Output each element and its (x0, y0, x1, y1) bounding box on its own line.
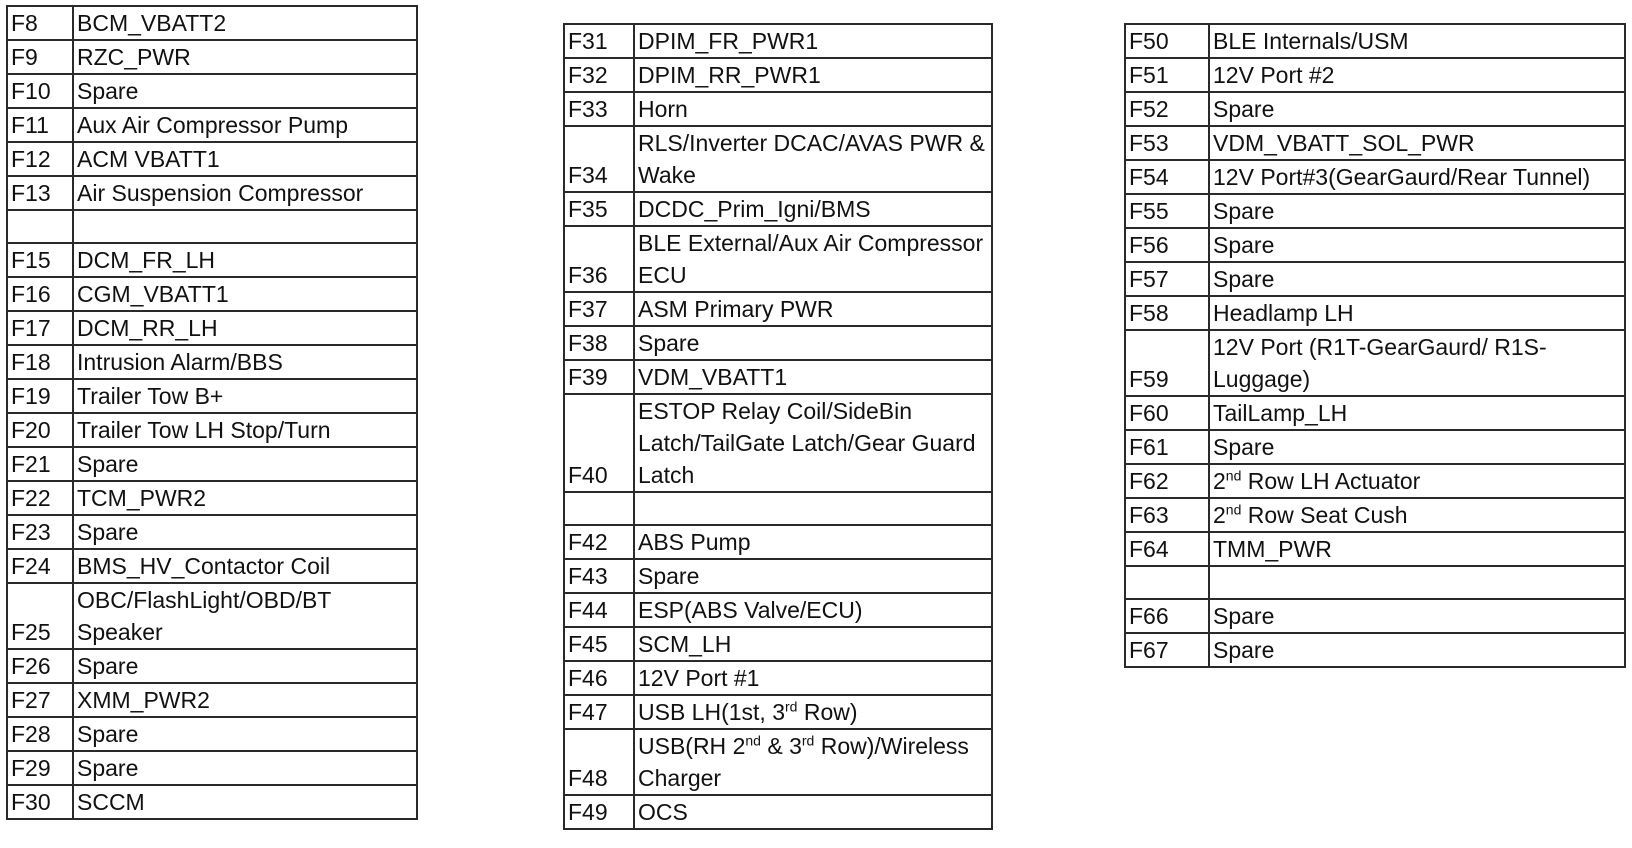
fuse-row (564, 627, 992, 661)
fuse-id: F33 (564, 92, 634, 126)
fuse-id: F20 (7, 413, 73, 447)
fuse-id: F62 (1125, 464, 1209, 498)
fuse-id: F64 (1125, 532, 1209, 566)
fuse-description: ABS Pump (634, 525, 992, 559)
fuse-description: TMM_PWR (1209, 532, 1625, 566)
fuse-row (564, 559, 992, 593)
fuse-description: BLE External/Aux Air Compressor ECU (634, 226, 992, 292)
fuse-description: Spare (1209, 228, 1625, 262)
fuse-id: F28 (7, 717, 73, 751)
fuse-table-middle (563, 23, 993, 830)
fuse-id: F23 (7, 515, 73, 549)
fuse-row (7, 40, 417, 74)
fuse-row (564, 126, 992, 192)
fuse-row (7, 683, 417, 717)
fuse-id: F60 (1125, 396, 1209, 430)
fuse-description: RZC_PWR (73, 40, 417, 74)
fuse-id: F36 (564, 226, 634, 292)
fuse-description: USB(RH 2nd & 3rd Row)/Wireless Charger (634, 729, 992, 795)
fuse-description: OCS (634, 795, 992, 829)
fuse-id: F18 (7, 345, 73, 379)
fuse-description: Spare (1209, 92, 1625, 126)
fuse-id: F29 (7, 751, 73, 785)
fuse-id (564, 492, 634, 525)
fuse-description: Spare (73, 515, 417, 549)
fuse-row (7, 277, 417, 311)
fuse-description: Trailer Tow LH Stop/Turn (73, 413, 417, 447)
fuse-id: F27 (7, 683, 73, 717)
fuse-description: Horn (634, 92, 992, 126)
fuse-id: F46 (564, 661, 634, 695)
fuse-description: Spare (73, 751, 417, 785)
fuse-description: Spare (1209, 430, 1625, 464)
fuse-id: F50 (1125, 24, 1209, 58)
fuse-row (1125, 58, 1625, 92)
fuse-row (7, 108, 417, 142)
fuse-description: ESTOP Relay Coil/SideBin Latch/TailGate Latch/Gear Guard Latch (634, 394, 992, 492)
fuse-description: ACM VBATT1 (73, 142, 417, 176)
fuse-description: DCM_FR_LH (73, 243, 417, 277)
fuse-row (7, 379, 417, 413)
fuse-row (564, 292, 992, 326)
fuse-row (564, 593, 992, 627)
fuse-id: F12 (7, 142, 73, 176)
fuse-id: F17 (7, 311, 73, 345)
fuse-row (7, 6, 417, 40)
fuse-description: USB LH(1st, 3rd Row) (634, 695, 992, 729)
fuse-row (1125, 296, 1625, 330)
fuse-id: F44 (564, 593, 634, 627)
fuse-id: F56 (1125, 228, 1209, 262)
fuse-row (7, 345, 417, 379)
fuse-row (1125, 262, 1625, 296)
fuse-id: F42 (564, 525, 634, 559)
fuse-id: F10 (7, 74, 73, 108)
fuse-id: F61 (1125, 430, 1209, 464)
fuse-description: TailLamp_LH (1209, 396, 1625, 430)
fuse-id: F66 (1125, 599, 1209, 633)
fuse-row (7, 311, 417, 345)
fuse-row (7, 515, 417, 549)
fuse-description: Spare (73, 447, 417, 481)
fuse-description: DCM_RR_LH (73, 311, 417, 345)
fuse-description: Spare (73, 74, 417, 108)
fuse-description: DPIM_FR_PWR1 (634, 24, 992, 58)
fuse-description (634, 492, 992, 525)
fuse-id: F54 (1125, 160, 1209, 194)
fuse-id: F34 (564, 126, 634, 192)
fuse-id: F25 (7, 583, 73, 649)
fuse-id: F22 (7, 481, 73, 515)
fuse-id: F37 (564, 292, 634, 326)
fuse-row (1125, 194, 1625, 228)
fuse-description: 12V Port #1 (634, 661, 992, 695)
fuse-description: Aux Air Compressor Pump (73, 108, 417, 142)
fuse-row (564, 92, 992, 126)
fuse-row (1125, 633, 1625, 667)
fuse-description: TCM_PWR2 (73, 481, 417, 515)
fuse-description: 2nd Row LH Actuator (1209, 464, 1625, 498)
fuse-id: F15 (7, 243, 73, 277)
fuse-row (1125, 430, 1625, 464)
fuse-id: F67 (1125, 633, 1209, 667)
fuse-description: Headlamp LH (1209, 296, 1625, 330)
fuse-table-right (1124, 23, 1626, 668)
fuse-row (7, 176, 417, 210)
fuse-row (7, 481, 417, 515)
fuse-row (7, 142, 417, 176)
fuse-id: F57 (1125, 262, 1209, 296)
fuse-table-left (6, 5, 418, 820)
fuse-id: F8 (7, 6, 73, 40)
fuse-id: F39 (564, 360, 634, 394)
fuse-description: Spare (1209, 262, 1625, 296)
fuse-row (564, 394, 992, 492)
fuse-id: F55 (1125, 194, 1209, 228)
fuse-description: BCM_VBATT2 (73, 6, 417, 40)
fuse-id (1125, 566, 1209, 599)
fuse-row (1125, 464, 1625, 498)
fuse-description: CGM_VBATT1 (73, 277, 417, 311)
fuse-row (1125, 566, 1625, 599)
fuse-id: F38 (564, 326, 634, 360)
fuse-row (1125, 24, 1625, 58)
fuse-row (7, 549, 417, 583)
fuse-description: 12V Port#3(GearGaurd/Rear Tunnel) (1209, 160, 1625, 194)
fuse-row (564, 525, 992, 559)
fuse-id: F58 (1125, 296, 1209, 330)
fuse-id: F31 (564, 24, 634, 58)
fuse-id: F43 (564, 559, 634, 593)
fuse-description: DPIM_RR_PWR1 (634, 58, 992, 92)
fuse-id: F53 (1125, 126, 1209, 160)
fuse-description: Spare (634, 326, 992, 360)
fuse-id: F24 (7, 549, 73, 583)
fuse-id: F35 (564, 192, 634, 226)
fuse-row (564, 729, 992, 795)
fuse-id: F32 (564, 58, 634, 92)
fuse-id: F49 (564, 795, 634, 829)
fuse-id: F45 (564, 627, 634, 661)
fuse-description: ASM Primary PWR (634, 292, 992, 326)
fuse-row (564, 24, 992, 58)
fuse-row (564, 360, 992, 394)
fuse-id: F51 (1125, 58, 1209, 92)
fuse-id: F52 (1125, 92, 1209, 126)
fuse-description: Air Suspension Compressor (73, 176, 417, 210)
fuse-id: F13 (7, 176, 73, 210)
fuse-id: F63 (1125, 498, 1209, 532)
fuse-row (7, 751, 417, 785)
fuse-id: F9 (7, 40, 73, 74)
fuse-description: VDM_VBATT1 (634, 360, 992, 394)
fuse-row (1125, 160, 1625, 194)
fuse-description: BMS_HV_Contactor Coil (73, 549, 417, 583)
fuse-description: OBC/FlashLight/OBD/BT Speaker (73, 583, 417, 649)
fuse-row (7, 413, 417, 447)
fuse-description: ESP(ABS Valve/ECU) (634, 593, 992, 627)
fuse-id: F59 (1125, 330, 1209, 396)
fuse-row (7, 717, 417, 751)
fuse-id: F16 (7, 277, 73, 311)
fuse-row (1125, 532, 1625, 566)
fuse-row (564, 326, 992, 360)
fuse-row (7, 74, 417, 108)
fuse-description: BLE Internals/USM (1209, 24, 1625, 58)
fuse-row (7, 785, 417, 819)
fuse-id (7, 210, 73, 243)
fuse-description: Intrusion Alarm/BBS (73, 345, 417, 379)
fuse-description: Trailer Tow B+ (73, 379, 417, 413)
fuse-row (1125, 396, 1625, 430)
fuse-id: F11 (7, 108, 73, 142)
fuse-description: DCDC_Prim_Igni/BMS (634, 192, 992, 226)
fuse-row (564, 661, 992, 695)
fuse-row (564, 192, 992, 226)
fuse-row (1125, 92, 1625, 126)
fuse-row (7, 210, 417, 243)
fuse-description: Spare (73, 649, 417, 683)
fuse-description: SCM_LH (634, 627, 992, 661)
fuse-description: XMM_PWR2 (73, 683, 417, 717)
fuse-description: SCCM (73, 785, 417, 819)
fuse-description: Spare (1209, 194, 1625, 228)
fuse-row (1125, 498, 1625, 532)
fuse-row (1125, 330, 1625, 396)
fuse-description: 12V Port #2 (1209, 58, 1625, 92)
fuse-description: Spare (1209, 599, 1625, 633)
fuse-row (564, 795, 992, 829)
fuse-description (1209, 566, 1625, 599)
fuse-description: VDM_VBATT_SOL_PWR (1209, 126, 1625, 160)
fuse-description: Spare (634, 559, 992, 593)
fuse-row (7, 243, 417, 277)
fuse-description: 2nd Row Seat Cush (1209, 498, 1625, 532)
fuse-description: Spare (1209, 633, 1625, 667)
fuse-description: 12V Port (R1T-GearGaurd/ R1S-Luggage) (1209, 330, 1625, 396)
fuse-row (7, 583, 417, 649)
fuse-id: F30 (7, 785, 73, 819)
fuse-row (564, 492, 992, 525)
fuse-row (564, 695, 992, 729)
fuse-row (1125, 228, 1625, 262)
fuse-row (564, 58, 992, 92)
fuse-row (7, 649, 417, 683)
fuse-id: F21 (7, 447, 73, 481)
fuse-description: Spare (73, 717, 417, 751)
fuse-row (564, 226, 992, 292)
fuse-id: F40 (564, 394, 634, 492)
fuse-id: F48 (564, 729, 634, 795)
fuse-id: F26 (7, 649, 73, 683)
fuse-description (73, 210, 417, 243)
fuse-id: F19 (7, 379, 73, 413)
fuse-id: F47 (564, 695, 634, 729)
fuse-row (7, 447, 417, 481)
fuse-row (1125, 599, 1625, 633)
fuse-row (1125, 126, 1625, 160)
fuse-description: RLS/Inverter DCAC/AVAS PWR & Wake (634, 126, 992, 192)
